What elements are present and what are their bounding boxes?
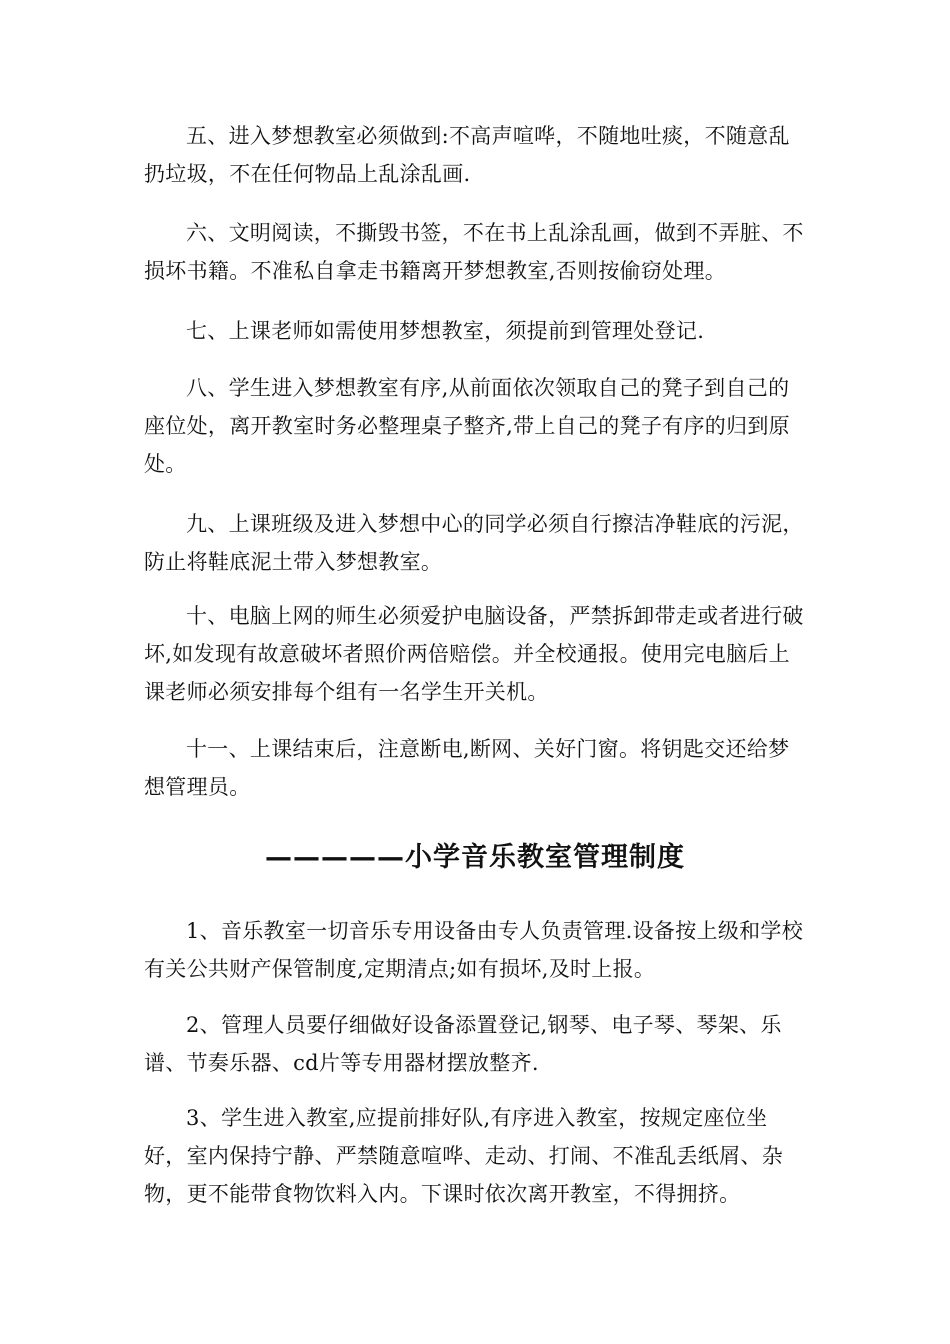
rule-8-paragraph: 八、学生进入梦想教室有序,从前面依次领取自己的凳子到自己的座位处，离开教室时务必整理桌子整齐,带上自己的凳子有序的归到原处。 xyxy=(144,376,790,476)
rule-7-paragraph: 七、上课老师如需使用梦想教室，须提前到管理处登记. xyxy=(186,319,705,343)
rule-9-paragraph: 九、上课班级及进入梦想中心的同学必须自行擦洁净鞋底的污泥，防止将鞋底泥土带入梦想教室。 xyxy=(144,512,804,574)
music-rule-2-paragraph: 2、管理人员要仔细做好设备添置登记,钢琴、电子琴、琴架、乐谱、节奏乐器、cd片等专用器材摆放整齐. xyxy=(144,1013,782,1075)
rule-11-paragraph: 十一、上课结束后，注意断电,断网、关好门窗。将钥匙交还给梦想管理员。 xyxy=(144,737,790,799)
music-rule-1-paragraph: 1、音乐教室一切音乐专用设备由专人负责管理.设备按上级和学校有关公共财产保管制度,定期清点;如有损坏,及时上报。 xyxy=(144,919,804,981)
music-rule-3-paragraph: 3、学生进入教室,应提前排好队,有序进入教室，按规定座位坐好，室内保持宁静、严禁随意喧哗、走动、打闹、不准乱丢纸屑、杂物，更不能带食物饮料入内。下课时依次离开教室，不得拥挤。 xyxy=(144,1106,783,1206)
section-heading: —————小学音乐教室管理制度 xyxy=(265,842,685,873)
rule-6-paragraph: 六、文明阅读，不撕毁书签，不在书上乱涂乱画，做到不弄脏、不损坏书籍。不准私自拿走书籍离开梦想教室,否则按偷窃处理。 xyxy=(144,221,804,283)
rule-10-paragraph: 十、电脑上网的师生必须爱护电脑设备，严禁拆卸带走或者进行破坏,如发现有故意破坏者照价两倍赔偿。并全校通报。使用完电脑后上课老师必须安排每个组有一名学生开关机。 xyxy=(144,604,804,704)
rule-5-paragraph: 五、进入梦想教室必须做到:不高声喧哗，不随地吐痰，不随意乱扔垃圾，不在任何物品上乱涂乱画. xyxy=(144,124,790,186)
